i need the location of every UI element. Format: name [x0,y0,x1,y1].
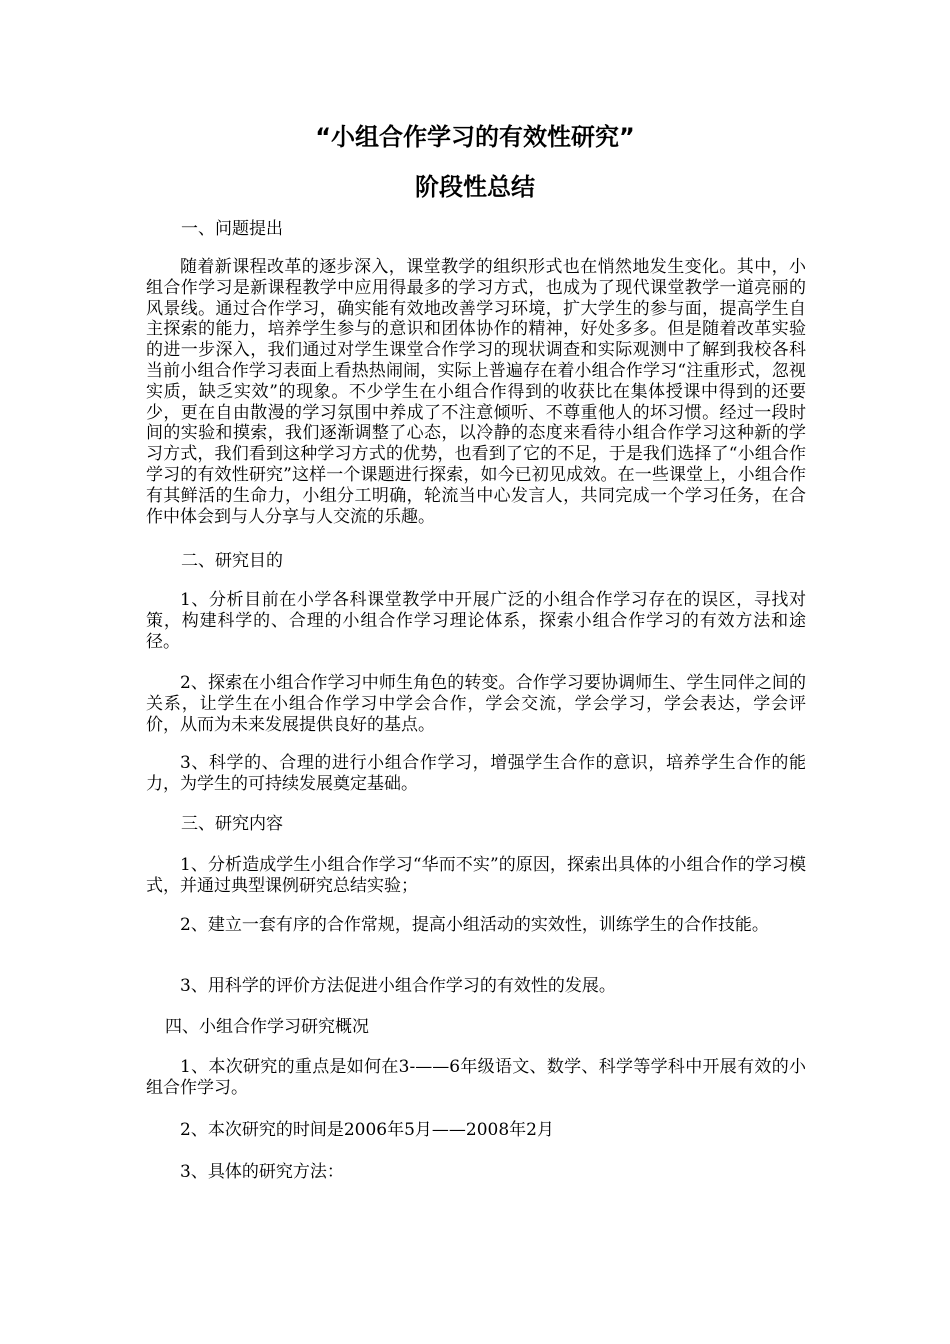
section-heading-overview: 四、小组合作学习研究概况 [165,1017,369,1037]
paragraph-overview-3: 3、具体的研究方法： [180,1162,344,1182]
paragraph-overview-1: 1、本次研究的重点是如何在3-——6年级语文、数学、科学等学科中开展有效的小组合作学习。 [146,1057,806,1098]
paragraph-purpose-1: 1、分析目前在小学各科课堂教学中开展广泛的小组合作学习存在的误区，寻找对策，构建科学的、合理的小组合作学习理论体系，探索小组合作学习的有效方法和途径。 [146,590,806,652]
paragraph-content-2: 2、建立一套有序的合作常规，提高小组活动的实效性，训练学生的合作技能。 [180,915,769,935]
paragraph-content-1: 1、分析造成学生小组合作学习“华而不实”的原因，探索出具体的小组合作的学习模式，并通过典型课例研究总结实验； [146,855,806,896]
paragraph-problem: 随着新课程改革的逐步深入，课堂教学的组织形式也在悄然地发生变化。其中，小组合作学习是新课程教学中应用得最多的学习方式，也成为了现代课堂教学一道亮丽的风景线。通过合作学习，确实能有效地改善学习环境，扩大学生的参与面，提高学生自主探索的能力，培养学生参与的意识和团体协作的精神，好处多多。但是随着改革实验的进一步深入，我们通过对学生课堂合作学习的现状调查和实际观测中了解到我校各科当前小组合作学习表面上看热热闹闹，实际上普遍存在着小组合作学习“注重形式，忽视实质，缺乏实效”的现象。不少学生在小组合作得到的收获比在集体授课中得到的还要少，更在自由散漫的学习氛围中养成了不注意倾听、不尊重他人的坏习惯。经过一段时间的实验和摸索，我们逐渐调整了心态，以冷静的态度来看待小组合作学习这种新的学习方式，我们看到这种学习方式的优势，也看到了它的不足，于是我们选择了“小组合作学习的有效性研究”这样一个课题进行探索，如今已初见成效。在一些课堂上，小组合作有其鲜活的生命力，小组分工明确，轮流当中心发言人，共同完成一个学习任务，在合作中体会到与人分享与人交流的乐趣。 [146,257,806,527]
paragraph-content-3: 3、用科学的评价方法促进小组合作学习的有效性的发展。 [180,976,616,996]
document-subtitle: 阶段性总结 [415,173,535,201]
paragraph-purpose-2: 2、探索在小组合作学习中师生角色的转变。合作学习要协调师生、学生同伴之间的关系，让学生在小组合作学习中学会合作，学会交流，学会学习，学会表达，学会评价，从而为未来发展提供良好的基点。 [146,673,806,735]
section-heading-content: 三、研究内容 [181,814,283,834]
paragraph-purpose-3: 3、科学的、合理的进行小组合作学习，增强学生合作的意识，培养学生合作的能力，为学生的可持续发展奠定基础。 [146,753,806,794]
document-title: “小组合作学习的有效性研究” [315,123,635,151]
paragraph-overview-2: 2、本次研究的时间是2006年5月——2008年2月 [180,1120,554,1140]
section-heading-purpose: 二、研究目的 [181,551,283,571]
section-heading-problem: 一、问题提出 [181,219,283,239]
